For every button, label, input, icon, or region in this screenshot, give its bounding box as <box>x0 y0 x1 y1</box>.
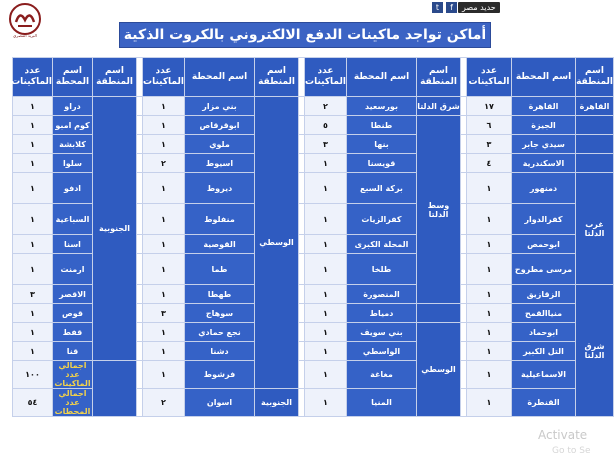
col4-count-cell: ١ <box>13 116 53 135</box>
col3-station-cell: طهطا <box>185 285 255 304</box>
col3-count-cell: ١ <box>143 135 185 154</box>
col3-station-cell: اسوان <box>185 389 255 417</box>
gap <box>137 389 143 417</box>
col4-count-cell: ١٠٠ <box>13 361 53 389</box>
col4-count-cell: ١ <box>13 304 53 323</box>
col3-station-cell: طما <box>185 254 255 285</box>
gap <box>299 389 305 417</box>
col4-count-cell: ١ <box>13 323 53 342</box>
gap <box>299 285 305 304</box>
col4-region-header: اسم المنطقة <box>93 58 137 97</box>
col3-count-cell: ١ <box>143 97 185 116</box>
col2-station-cell: كفرالزيات <box>347 204 417 235</box>
gap <box>461 304 467 323</box>
col3-station-cell: اسيوط <box>185 154 255 173</box>
top-bar <box>0 0 605 18</box>
col2-station-cell: المنصورة <box>347 285 417 304</box>
col2-region-cell: شرق الدلتا <box>417 97 461 116</box>
gap <box>137 204 143 235</box>
col3-region-header: اسم المنطقة <box>255 58 299 97</box>
col3-station-cell: دشنا <box>185 342 255 361</box>
col2-count-cell: ١ <box>305 323 347 342</box>
col4-station-cell: السباعية <box>53 204 93 235</box>
col1-station-cell: مرسى مطروح <box>512 254 576 285</box>
col1-count-cell: ١ <box>467 361 512 389</box>
col2-count-cell: ١ <box>305 173 347 204</box>
col3-station-cell: القوصية <box>185 235 255 254</box>
col3-count-cell: ١ <box>143 254 185 285</box>
col4-station-cell: ادفو <box>53 173 93 204</box>
table-row <box>13 97 614 116</box>
col2-station-cell: المحلة الكبرى <box>347 235 417 254</box>
col2-station-cell: الواسطي <box>347 342 417 361</box>
col4-station-cell: اجمالي عدد المحطات <box>53 389 93 417</box>
gap <box>137 58 143 97</box>
gap <box>137 116 143 135</box>
col2-count-cell: ١ <box>305 154 347 173</box>
gap <box>461 342 467 361</box>
col2-count-cell: ١ <box>305 389 347 417</box>
gap <box>299 173 305 204</box>
col4-region-cell: الجنوبية <box>93 97 137 361</box>
col3-count-cell: ٣ <box>143 304 185 323</box>
col2-count-cell: ١ <box>305 254 347 285</box>
col1-station-cell: الجيزة <box>512 116 576 135</box>
logo-caption: البريد المصري <box>13 33 37 38</box>
gap <box>461 116 467 135</box>
col2-station-cell: طنطا <box>347 116 417 135</box>
col1-count-cell: ٣ <box>467 135 512 154</box>
brand-label: حديد مصر <box>462 3 496 12</box>
gap <box>137 97 143 116</box>
col2-region-cell: الوسطي <box>417 323 461 417</box>
gap <box>299 235 305 254</box>
col2-station-cell: مغاغة <box>347 361 417 389</box>
col4-count-cell: ١ <box>13 204 53 235</box>
col1-count-cell: ١ <box>467 235 512 254</box>
col3-station-cell: بني مزار <box>185 97 255 116</box>
col4-station-cell: ارمنت <box>53 254 93 285</box>
col1-region-cell <box>576 116 614 135</box>
col1-count-cell: ٤ <box>467 154 512 173</box>
col4-station-cell: قفط <box>53 323 93 342</box>
gap <box>137 173 143 204</box>
col3-station-header: اسم المحطة <box>185 58 255 97</box>
col1-station-cell: الزقازيق <box>512 285 576 304</box>
col2-count-cell: ١ <box>305 204 347 235</box>
gap <box>461 323 467 342</box>
col4-station-cell: سلوا <box>53 154 93 173</box>
col2-station-cell: قويسنا <box>347 154 417 173</box>
col2-count-header: عدد الماكينات <box>305 58 347 97</box>
gap <box>299 97 305 116</box>
col2-count-cell: ٢ <box>305 97 347 116</box>
facebook-icon[interactable]: f <box>446 2 457 13</box>
table-body <box>13 97 614 417</box>
gap <box>137 254 143 285</box>
col4-count-cell: ١ <box>13 254 53 285</box>
gap <box>461 285 467 304</box>
gap <box>461 204 467 235</box>
gap <box>461 97 467 116</box>
col3-region-cell: الوسطي <box>255 97 299 389</box>
col4-station-cell: كلابشة <box>53 135 93 154</box>
col2-station-cell: دمياط <box>347 304 417 323</box>
gap <box>137 304 143 323</box>
col2-count-cell: ٣ <box>305 135 347 154</box>
col3-station-cell: ملوي <box>185 135 255 154</box>
col3-count-cell: ١ <box>143 235 185 254</box>
col4-count-cell: ١ <box>13 173 53 204</box>
settings-watermark: Go to Se <box>552 446 591 456</box>
col2-count-cell: ١ <box>305 304 347 323</box>
col1-count-cell: ١ <box>467 173 512 204</box>
col3-count-cell: ١ <box>143 173 185 204</box>
col1-count-cell: ٦ <box>467 116 512 135</box>
col1-count-cell: ١٧ <box>467 97 512 116</box>
col2-count-cell: ١ <box>305 235 347 254</box>
gap <box>299 361 305 389</box>
col2-count-cell: ١ <box>305 361 347 389</box>
col2-count-cell: ١ <box>305 342 347 361</box>
col4-station-cell: قوص <box>53 304 93 323</box>
gap <box>461 154 467 173</box>
col1-region-cell: شرق الدلتا <box>576 285 614 417</box>
col1-count-cell: ١ <box>467 323 512 342</box>
col3-count-cell: ١ <box>143 342 185 361</box>
col2-region-cell <box>417 304 461 323</box>
col2-region-header: اسم المنطقة <box>417 58 461 97</box>
gap <box>137 323 143 342</box>
col1-station-header: اسم المحطة <box>512 58 576 97</box>
col1-station-cell: الاسكندرية <box>512 154 576 173</box>
gap <box>461 135 467 154</box>
col3-count-cell: ١ <box>143 361 185 389</box>
col1-station-cell: القنطرة <box>512 389 576 417</box>
gap <box>137 285 143 304</box>
col3-count-cell: ١ <box>143 323 185 342</box>
col1-station-cell: ابوحمص <box>512 235 576 254</box>
col4-count-cell: ٣ <box>13 285 53 304</box>
table-row <box>13 361 614 389</box>
col2-station-cell: طلخا <box>347 254 417 285</box>
col2-region-cell: وسط الدلتا <box>417 116 461 304</box>
col3-station-cell: نجع حمادي <box>185 323 255 342</box>
gap <box>299 342 305 361</box>
col4-station-cell: دراو <box>53 97 93 116</box>
col4-count-cell: ١ <box>13 235 53 254</box>
col2-station-cell: بني سويف <box>347 323 417 342</box>
col2-count-cell: ٥ <box>305 116 347 135</box>
gap <box>137 135 143 154</box>
gap <box>461 389 467 417</box>
twitter-icon[interactable]: t <box>432 2 443 13</box>
col3-count-cell: ٢ <box>143 389 185 417</box>
col3-count-cell: ١ <box>143 285 185 304</box>
col1-station-cell: التل الكبير <box>512 342 576 361</box>
col4-station-cell: كوم امبو <box>53 116 93 135</box>
col1-region-cell <box>576 135 614 154</box>
col3-count-cell: ١ <box>143 116 185 135</box>
col4-count-cell: ١ <box>13 135 53 154</box>
col2-station-cell: بنها <box>347 135 417 154</box>
gap <box>137 361 143 389</box>
col4-count-header: عدد الماكينات <box>13 58 53 97</box>
gap <box>299 116 305 135</box>
col1-station-cell: ابوحماد <box>512 323 576 342</box>
col4-station-cell: اسنا <box>53 235 93 254</box>
col4-region-cell <box>93 361 137 417</box>
col1-count-cell: ١ <box>467 389 512 417</box>
gap <box>299 254 305 285</box>
col4-count-cell: ١ <box>13 342 53 361</box>
col1-region-header: اسم المنطقة <box>576 58 614 97</box>
gap <box>137 154 143 173</box>
col2-station-cell: المنيا <box>347 389 417 417</box>
col3-station-cell: ابوقرقاص <box>185 116 255 135</box>
col3-count-header: عدد الماكينات <box>143 58 185 97</box>
brand-badge[interactable] <box>458 2 500 13</box>
col1-station-cell: دمنهور <box>512 173 576 204</box>
col1-region-cell: القاهرة <box>576 97 614 116</box>
gap <box>461 254 467 285</box>
gap <box>299 154 305 173</box>
activate-watermark: Activate <box>538 428 588 442</box>
gap <box>299 58 305 97</box>
col4-station-header: اسم المحطة <box>53 58 93 97</box>
col1-region-cell: غرب الدلتا <box>576 173 614 285</box>
col1-count-cell: ١ <box>467 204 512 235</box>
col3-count-cell: ١ <box>143 204 185 235</box>
gap <box>461 235 467 254</box>
page-title: أماكن تواجد ماكينات الدفع الالكتروني بالكروت الذكية <box>119 22 491 48</box>
gap <box>137 235 143 254</box>
col1-count-cell: ١ <box>467 342 512 361</box>
gap <box>137 342 143 361</box>
gap <box>461 58 467 97</box>
gap <box>461 361 467 389</box>
col4-count-cell: ١ <box>13 97 53 116</box>
col1-count-cell: ١ <box>467 254 512 285</box>
col1-region-cell <box>576 154 614 173</box>
col4-count-cell: ٥٤ <box>13 389 53 417</box>
col3-station-cell: منفلوط <box>185 204 255 235</box>
col1-count-header: عدد الماكينات <box>467 58 512 97</box>
col3-station-cell: سوهاج <box>185 304 255 323</box>
col1-count-cell: ١ <box>467 304 512 323</box>
col4-station-cell: قنا <box>53 342 93 361</box>
gap <box>299 304 305 323</box>
col1-station-cell: كفرالدوار <box>512 204 576 235</box>
gap <box>299 323 305 342</box>
gap <box>461 173 467 204</box>
col1-count-cell: ١ <box>467 285 512 304</box>
col3-count-cell: ٢ <box>143 154 185 173</box>
col2-count-cell: ١ <box>305 285 347 304</box>
col3-station-cell: فرشوط <box>185 361 255 389</box>
col2-station-cell: بركة السبع <box>347 173 417 204</box>
col1-station-cell: سيدي جابر <box>512 135 576 154</box>
col3-station-cell: ديروط <box>185 173 255 204</box>
col4-station-cell: اجمالي عدد الماكينات <box>54 361 91 388</box>
gap <box>299 204 305 235</box>
col1-station-cell: منياالقمح <box>512 304 576 323</box>
col4-station-cell: الاقصر <box>53 285 93 304</box>
col1-station-cell: الاسماعيلية <box>512 361 576 389</box>
gap <box>299 135 305 154</box>
col4-count-cell: ١ <box>13 154 53 173</box>
col2-station-header: اسم المحطة <box>347 58 417 97</box>
col2-station-cell: بورسعيد <box>347 97 417 116</box>
stations-table <box>12 57 614 417</box>
col1-station-cell: القاهرة <box>512 97 576 116</box>
col3-region-cell: الجنوبية <box>255 389 299 417</box>
